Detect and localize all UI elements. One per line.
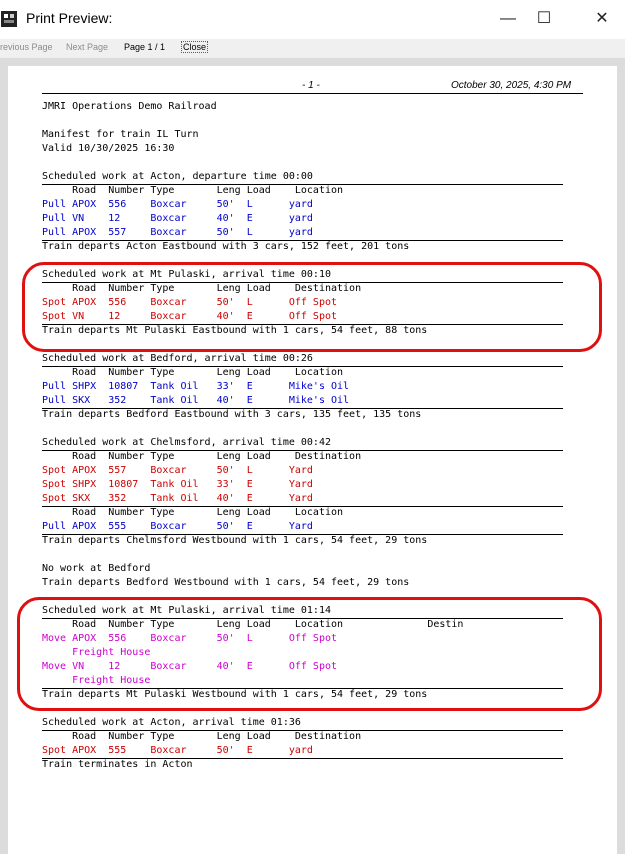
header-rule <box>42 93 583 94</box>
spot-row: Spot SKX 352 Tank Oil 40' E Yard <box>42 493 313 504</box>
pull-row: Pull APOX 557 Boxcar 50' L yard <box>42 227 313 238</box>
close-button[interactable]: Close <box>183 42 207 52</box>
spot-row: Spot SHPX 10807 Tank Oil 33' E Yard <box>42 479 313 490</box>
move-row: Move APOX 556 Boxcar 50' L Off Spot <box>42 633 338 644</box>
spot-row: Spot APOX 557 Boxcar 50' L Yard <box>42 465 313 476</box>
termination-summary: Train terminates in Acton <box>42 759 193 770</box>
preview-toolbar <box>0 39 625 58</box>
departure-summary: Train departs Mt Pulaski Eastbound with 1 cars, 54 feet, 88 tons <box>42 325 428 336</box>
pull-row: Pull SKX 352 Tank Oil 40' E Mike's Oil <box>42 395 350 406</box>
spot-row: Spot VN 12 Boxcar 40' E Off Spot <box>42 311 338 322</box>
manifest-valid: Valid 10/30/2025 16:30 <box>42 143 175 154</box>
table-header: Road Number Type Leng Load Location Destin <box>42 619 464 630</box>
move-row-destination: Freight House <box>42 675 151 686</box>
pull-row: Pull VN 12 Boxcar 40' E yard <box>42 213 313 224</box>
departure-summary: Train departs Mt Pulaski Westbound with 1 cars, 54 feet, 29 tons <box>42 689 428 700</box>
spot-row: Spot APOX 556 Boxcar 50' L Off Spot <box>42 297 338 308</box>
stop-heading: No work at Bedford <box>42 563 151 574</box>
title-bar <box>0 0 625 38</box>
window-title: Print Preview: <box>26 10 113 26</box>
pull-row: Pull SHPX 10807 Tank Oil 33' E Mike's Oil <box>42 381 350 392</box>
close-window-button[interactable] <box>579 0 625 38</box>
table-header: Road Number Type Leng Load Destination <box>42 283 362 294</box>
departure-summary: Train departs Chelmsford Westbound with 1 cars, 54 feet, 29 tons <box>42 535 428 546</box>
stop-heading: Scheduled work at Bedford, arrival time 00:26 <box>42 353 313 364</box>
page-indicator: Page 1 / 1 <box>124 42 166 52</box>
next-page-button[interactable]: Next Page <box>66 42 109 52</box>
stop-heading: Scheduled work at Chelmsford, arrival time 00:42 <box>42 437 331 448</box>
stop-heading: Scheduled work at Acton, arrival time 01:36 <box>42 717 301 728</box>
app-icon <box>0 8 20 30</box>
table-header: Road Number Type Leng Load Destination <box>42 451 362 462</box>
annotation-oval <box>22 262 602 352</box>
table-header: Road Number Type Leng Load Location <box>42 507 344 518</box>
departure-summary: Train departs Acton Eastbound with 3 cars, 152 feet, 201 tons <box>42 241 410 252</box>
maximize-button[interactable] <box>521 0 567 38</box>
pull-row: Pull APOX 555 Boxcar 50' E Yard <box>42 521 313 532</box>
spot-row: Spot APOX 555 Boxcar 50' E yard <box>42 745 313 756</box>
stop-heading: Scheduled work at Acton, departure time 00:00 <box>42 171 313 182</box>
previous-page-button[interactable]: revious Page <box>0 42 53 52</box>
close-icon: ✕ <box>595 10 609 27</box>
stop-heading: Scheduled work at Mt Pulaski, arrival time 01:14 <box>42 605 331 616</box>
print-timestamp: October 30, 2025, 4:30 PM <box>451 80 572 91</box>
departure-summary: Train departs Bedford Westbound with 1 cars, 54 feet, 29 tons <box>42 577 410 588</box>
pull-row: Pull APOX 556 Boxcar 50' L yard <box>42 199 313 210</box>
minimize-icon: — <box>500 10 516 27</box>
departure-summary: Train departs Bedford Eastbound with 3 cars, 135 feet, 135 tons <box>42 409 422 420</box>
railroad-name: JMRI Operations Demo Railroad <box>42 101 217 112</box>
stop-heading: Scheduled work at Mt Pulaski, arrival time 00:10 <box>42 269 331 280</box>
table-header: Road Number Type Leng Load Location <box>42 367 344 378</box>
table-header: Road Number Type Leng Load Location <box>42 185 344 196</box>
table-header: Road Number Type Leng Load Destination <box>42 731 362 742</box>
annotation-oval <box>17 597 602 711</box>
maximize-icon: ☐ <box>536 10 552 27</box>
move-row: Move VN 12 Boxcar 40' E Off Spot <box>42 661 338 672</box>
page-number: - 1 - <box>302 80 320 91</box>
manifest-train: Manifest for train IL Turn <box>42 129 199 140</box>
move-row-destination: Freight House <box>42 647 151 658</box>
